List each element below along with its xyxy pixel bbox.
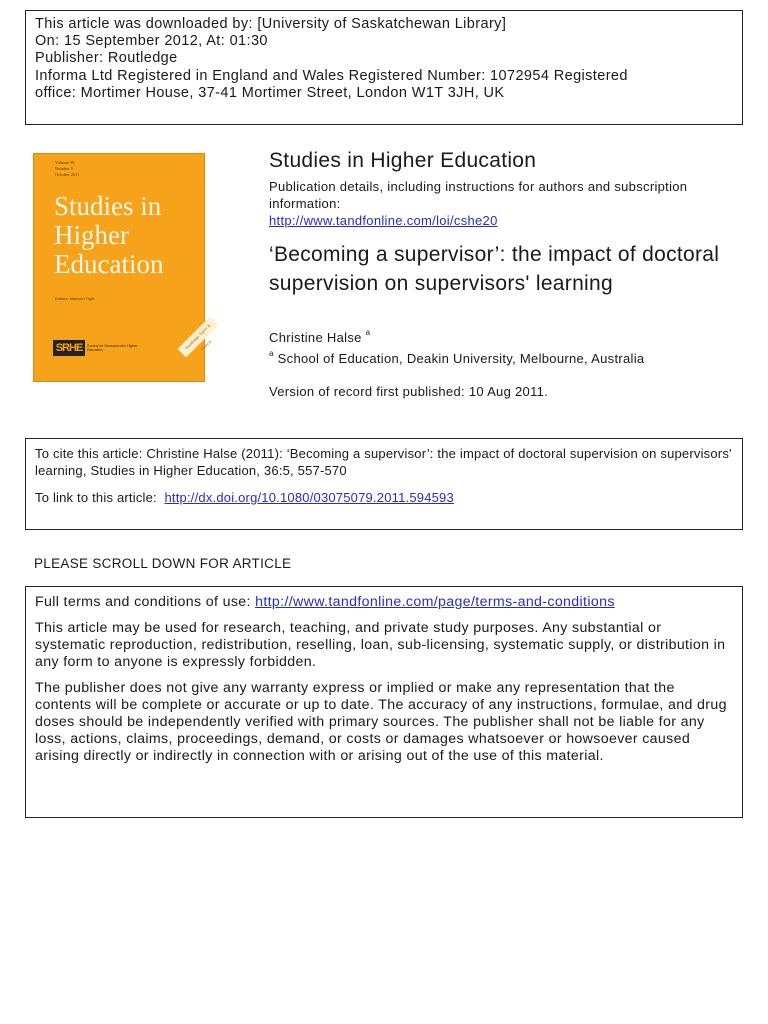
citation-box — [25, 438, 743, 530]
affiliation-text: School of Education, Deakin University, Melbourne, Australia — [277, 351, 645, 366]
scroll-note: PLEASE SCROLL DOWN FOR ARTICLE — [34, 556, 292, 571]
affiliation — [269, 351, 644, 366]
journal-cover-image — [33, 153, 213, 382]
doi-label: To link to this article: — [35, 490, 157, 505]
cover-issue-info: Volume 36 Number 5 October 2011 — [55, 160, 80, 177]
cover-title: Studies in Higher Education — [54, 191, 164, 279]
affiliation-superscript: a — [269, 349, 274, 358]
version-of-record: Version of record first published: 10 Aug 2011. — [269, 384, 549, 399]
cover-editor: Editors: Malcolm Tight — [55, 296, 95, 301]
download-line: Publisher: Routledge — [35, 50, 178, 67]
terms-line — [35, 594, 734, 611]
download-line: office: Mortimer House, 37-41 Mortimer Street, London W1T 3JH, UK — [35, 84, 505, 101]
doi-line — [35, 490, 742, 507]
download-line: On: 15 September 2012, At: 01:30 — [35, 33, 268, 50]
srhe-logo: SRHE — [53, 340, 85, 356]
article-title: ‘Becoming a supervisor’: the impact of doctoral supervision on supervisors' learning — [269, 243, 720, 295]
publisher-stamp: Routledge Taylor & Francis — [177, 316, 218, 357]
author — [269, 330, 370, 345]
terms-box — [25, 586, 743, 818]
download-info-box — [25, 10, 743, 125]
journal-link[interactable]: http://www.tandfonline.com/loi/cshe20 — [269, 213, 498, 228]
terms-link[interactable]: http://www.tandfonline.com/page/terms-and-conditions — [255, 594, 615, 610]
download-line: This article was downloaded by: [University of Saskatchewan Library] — [35, 16, 507, 32]
doi-link[interactable]: http://dx.doi.org/10.1080/03075079.2011.594593 — [164, 490, 454, 505]
journal-title: Studies in Higher Education — [269, 149, 537, 172]
publication-details: Publication details, including instructions for authors and subscription information: — [269, 179, 688, 211]
srhe-logo-subtitle: Society for Research into Higher Education — [87, 344, 138, 352]
download-line: Informa Ltd Registered in England and Wales Registered Number: 1072954 Registered — [35, 67, 628, 84]
citation-text: To cite this article: Christine Halse (2011): ‘Becoming a supervisor’: the impact of doctoral supervision on supervisors' learning, Studies in Higher Education, 36:5, 557-570 — [35, 446, 732, 478]
terms-label: Full terms and conditions of use: — [35, 594, 251, 610]
author-name: Christine Halse — [269, 330, 362, 345]
author-superscript: a — [365, 328, 371, 337]
terms-paragraph-1: This article may be used for research, teaching, and private study purposes. Any substantial or systematic reproduction, redistribution, reselling, loan, sub-licensing, systematic supply, or distribution in any form to anyone is expressly forbidden. — [35, 620, 726, 670]
terms-paragraph-2: The publisher does not give any warranty express or implied or make any representation that the contents will be complete or accurate or up to date. The accuracy of any instructions, formulae, and drug doses should be independently verified with primary sources. The publisher shall not be liable for any loss, actions, claims, proceedings, demand, or costs or damages whatsoever or howsoever caused arising directly or indirectly in connection with or arising out of the use of this material. — [35, 680, 727, 764]
